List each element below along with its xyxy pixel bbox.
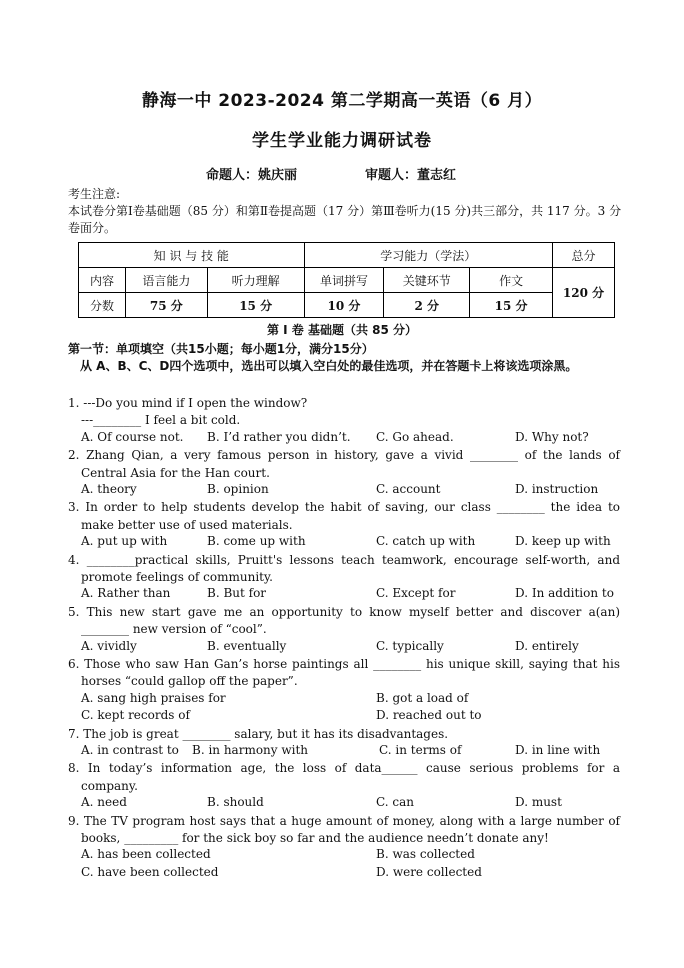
- question-6: [68, 656, 620, 726]
- question-stem: 8. In today’s information age, the loss of data______ cause serious problems for a company.: [68, 761, 620, 793]
- option-d: D. Why not?: [515, 429, 589, 444]
- table-group-learning: 学习能力（学法）: [304, 243, 552, 268]
- option-c: C. catch up with: [376, 534, 476, 549]
- table-item: 单词拼写: [304, 268, 384, 293]
- option-c: C. have been collected: [81, 864, 219, 879]
- option-d: D. In addition to: [515, 586, 614, 601]
- question-5: [68, 604, 620, 656]
- option-d: D. in line with: [515, 743, 601, 758]
- question-stem: 7. The job is great ________ salary, but it has its disadvantages.: [68, 726, 449, 741]
- question-list: [68, 395, 620, 882]
- option-c: C. kept records of: [81, 708, 190, 723]
- option-a: A. in contrast to: [81, 743, 179, 758]
- question-1: [68, 395, 620, 447]
- option-a: A. need: [81, 795, 127, 810]
- score-table: [78, 242, 615, 318]
- option-b: B. opinion: [207, 482, 269, 497]
- question-stem: 6. Those who saw Han Gan’s horse paintings all ________ his unique skill, saying that his horses “could gallop off the paper”.: [68, 657, 620, 689]
- option-d: D. keep up with: [515, 534, 611, 549]
- option-b: B. I’d rather you didn’t.: [207, 429, 351, 444]
- question-options: [68, 534, 620, 551]
- exam-title: 静海一中 2023-2024 第二学期高一英语（6 月）: [141, 91, 543, 111]
- option-a: A. has been collected: [81, 847, 211, 862]
- table-total-label: 总分: [553, 243, 615, 268]
- table-item: 听力理解: [207, 268, 304, 293]
- question-options: [68, 639, 620, 656]
- option-b: B. got a load of: [376, 690, 469, 705]
- table-group-knowledge: 知 识 与 技 能: [79, 243, 305, 268]
- question-options: [68, 743, 620, 760]
- option-a: A. vividly: [81, 638, 137, 653]
- option-b: B. should: [207, 795, 264, 810]
- option-d: D. instruction: [515, 482, 599, 497]
- author: 命题人：姚庆丽: [206, 168, 298, 183]
- question-options-row2: [68, 865, 620, 882]
- option-a: A. theory: [81, 482, 137, 497]
- option-a: A. put up with: [81, 534, 168, 549]
- option-b: B. But for: [207, 586, 267, 601]
- section1-instruction: 从 A、B、C、D四个选项中，选出可以填入空白处的最佳选项，并在答题卡上将该选项涂黑。: [80, 359, 578, 373]
- option-d: D. must: [515, 795, 562, 810]
- option-d: D. entirely: [515, 638, 579, 653]
- question-options-row1: [68, 847, 620, 864]
- table-total-value: 120 分: [553, 268, 615, 318]
- option-a: A. Rather than: [81, 586, 171, 601]
- question-options: [68, 586, 620, 603]
- table-score: 75 分: [125, 293, 207, 318]
- option-c: C. Go ahead.: [376, 429, 454, 444]
- table-item: 语言能力: [125, 268, 207, 293]
- question-3: [68, 499, 620, 551]
- option-c: C. Except for: [376, 586, 456, 601]
- option-a: A. Of course not.: [81, 429, 184, 444]
- option-b: B. come up with: [207, 534, 306, 549]
- notes-text: 本试卷分第Ⅰ卷基础题（85 分）和第Ⅱ卷提高题（17 分）第Ⅲ卷听力(15 分)共三部分，共 117 分。3 分卷面分。: [68, 204, 622, 235]
- question-options: [68, 795, 620, 812]
- question-8: [68, 760, 620, 812]
- table-score: 15 分: [207, 293, 304, 318]
- question-stem: 5. This new start gave me an opportunity to know myself better and discover a(an) ________ new version of “cool”.: [68, 604, 620, 637]
- option-a: A. sang high praises for: [81, 690, 226, 705]
- table-row-label-score: 分数: [79, 293, 126, 318]
- option-c: C. account: [376, 482, 441, 497]
- question-9: [68, 813, 620, 883]
- question-stem-line2: ---________ I feel a bit cold.: [81, 413, 241, 428]
- option-c: C. typically: [376, 638, 444, 653]
- option-b: B. eventually: [207, 638, 287, 653]
- section1-title: 第一节：单项填空（共15小题；每小题1分，满分15分）: [68, 342, 374, 356]
- reviewer: 审题人：董志红: [365, 168, 457, 183]
- question-options-row2: [68, 708, 620, 725]
- table-item: 关键环节: [384, 268, 470, 293]
- question-stem: 4. ________practical skills, Pruitt's lessons teach teamwork, encourage self-worth, and promote feelings of community.: [68, 552, 620, 585]
- table-row-label-content: 内容: [79, 268, 126, 293]
- question-options-row1: [68, 691, 620, 708]
- question-stem: 9. The TV program host says that a huge amount of money, along with a large number of books, _________ for the sick boy so far and the audience needn’t donate any!: [68, 813, 620, 846]
- option-b: B. in harmony with: [192, 743, 309, 758]
- question-7: [68, 726, 620, 761]
- part1-title: 第 I 卷 基础题（共 85 分）: [266, 323, 418, 337]
- table-score: 10 分: [304, 293, 384, 318]
- exam-notes: [68, 186, 628, 237]
- option-c: C. in terms of: [379, 743, 462, 758]
- question-options: [68, 482, 620, 499]
- table-score: 2 分: [384, 293, 470, 318]
- question-stem: 3. In order to help students develop the habit of saving, our class ________ the idea to make better use of used materials.: [68, 500, 620, 532]
- table-score: 15 分: [470, 293, 553, 318]
- question-options: [68, 430, 620, 447]
- option-b: B. was collected: [376, 847, 475, 862]
- option-d: D. reached out to: [376, 708, 482, 723]
- table-item: 作文: [470, 268, 553, 293]
- option-d: D. were collected: [376, 864, 482, 879]
- question-2: [68, 447, 620, 499]
- question-stem: 2. Zhang Qian, a very famous person in history, gave a vivid ________ of the lands of Central Asia for the Han court.: [68, 448, 620, 480]
- option-c: C. can: [376, 795, 414, 810]
- exam-subtitle: 学生学业能力调研试卷: [252, 131, 432, 151]
- question-4: [68, 552, 620, 604]
- notes-heading: 考生注意:: [68, 187, 121, 201]
- question-stem: 1. ---Do you mind if I open the window?: [68, 396, 308, 410]
